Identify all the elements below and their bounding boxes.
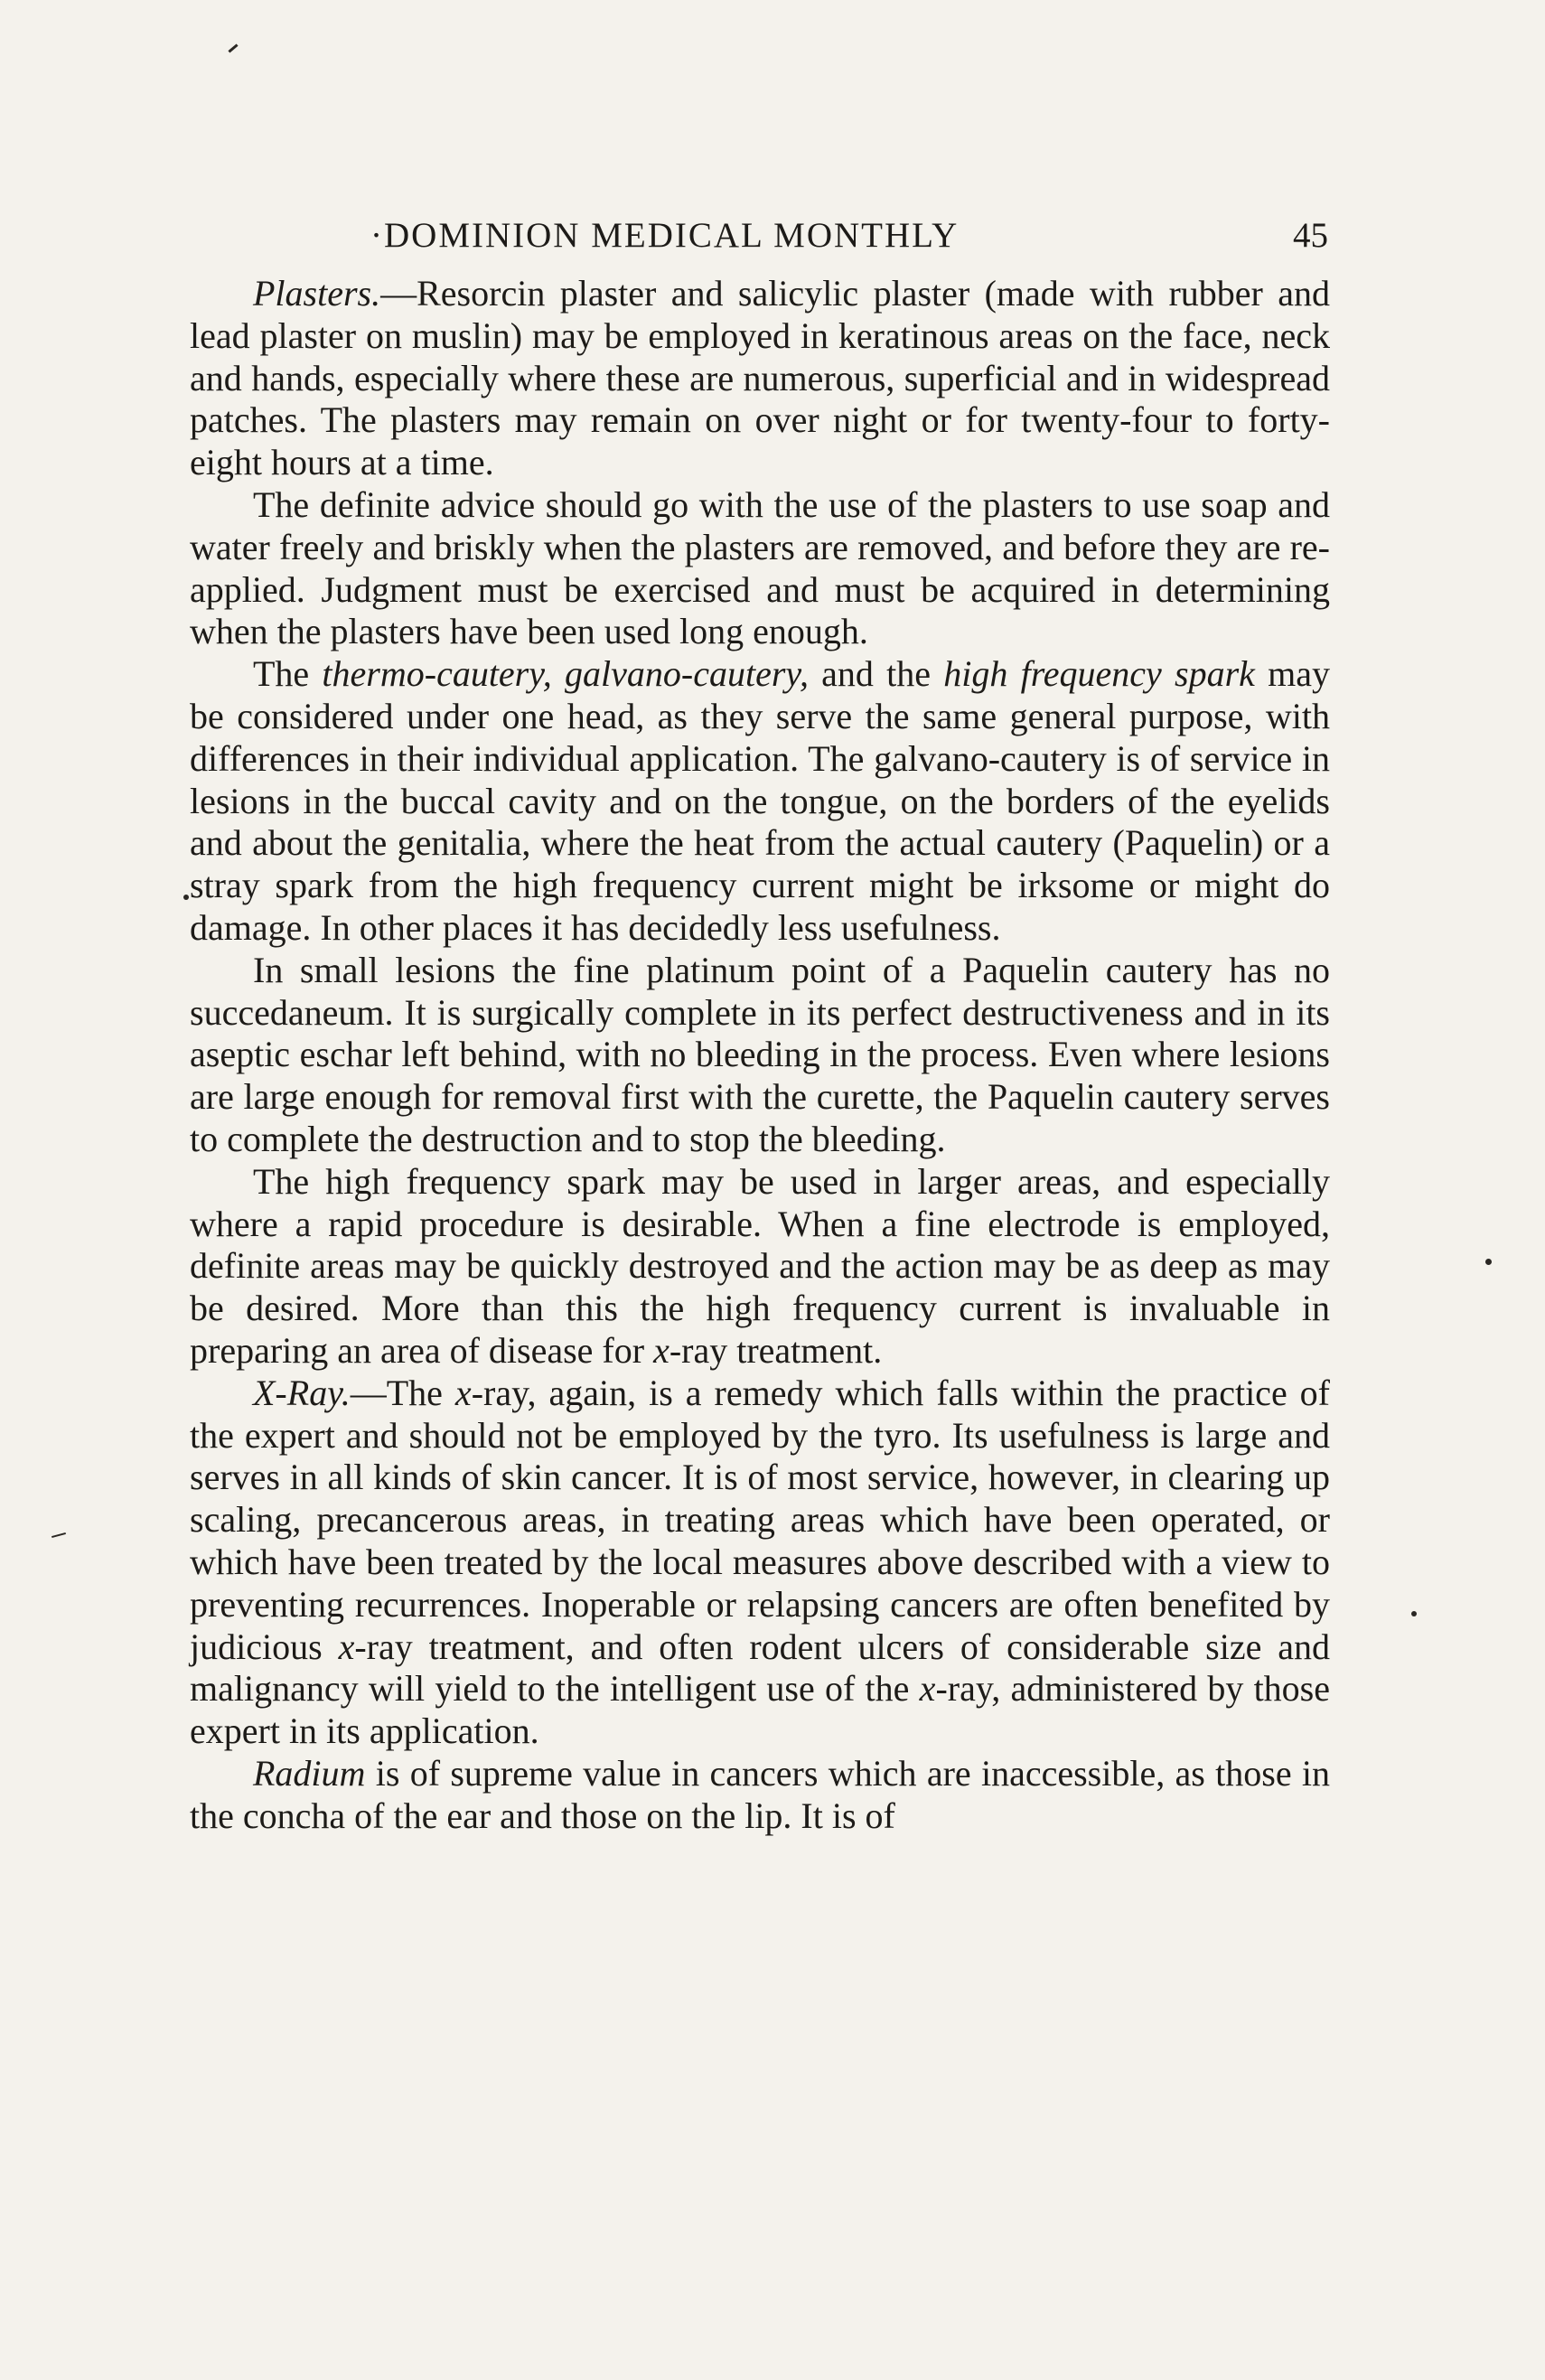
text-run: -ray treatment. — [669, 1329, 883, 1371]
italic-x: x — [338, 1626, 355, 1667]
page-header — [181, 215, 1328, 269]
paragraph-text: —Resorcin plaster and salicylic plaster (made with rubber and lead plaster on muslin) may be employed in keratinous areas on the face, neck and hands, especially where these are numerous, superficial and in widespread patches. The plasters may remain on over night or for twenty-four to forty-eight hours at a time. — [190, 273, 1330, 483]
page-number: 45 — [1293, 216, 1328, 255]
text-run: The — [253, 653, 323, 695]
text-run: may be considered under one head, as they serve the same general purpose, with differences in their individual application. The galvano-cautery is of service in lesions in the buccal cavity and on the tongue, on the borders of the eyelids and about the genitalia, where the heat from the actual cautery (Paquelin) or a stray spark from the high frequency current might be irksome or might do damage. In other places it has decidedly less usefulness. — [190, 653, 1331, 948]
italic-x: x — [653, 1329, 670, 1371]
paragraph-x-ray — [190, 1373, 1330, 1753]
italic-x: x — [454, 1372, 472, 1413]
italic-term-cautery: thermo-cautery, galvano-cautery, — [322, 653, 809, 695]
section-heading-plasters: Plasters. — [253, 273, 381, 314]
body-text — [190, 273, 1330, 1837]
ink-speck — [1485, 1259, 1492, 1265]
ink-mark — [52, 1532, 66, 1538]
ink-mark — [228, 43, 238, 52]
paragraph-high-frequency — [190, 1161, 1330, 1373]
paragraph-text: The definite advice should go with the use of the plasters to use soap and water freely and briskly when the plasters are removed, and before they are re-applied. Judgment must be exercised and must be acquired in determining when the plasters have been used long enough. — [190, 483, 1330, 652]
paragraph-plasters — [190, 273, 1330, 484]
paragraph-text: is of supreme value in cancers which are inaccessible, as those in the concha of the ear and those on the lip. It is of — [190, 1752, 1330, 1836]
ink-speck — [183, 895, 189, 900]
running-title: ·DOMINION MEDICAL MONTHLY — [370, 216, 960, 255]
paragraph-plaster-advice — [190, 484, 1330, 653]
text-run: -ray treatment, and often rodent ulcers of considerable size and malignancy will yield to the intelligent use of the — [190, 1626, 1330, 1710]
ink-speck — [1411, 1611, 1417, 1616]
paragraph-radium — [190, 1753, 1330, 1838]
italic-term-high-frequency-spark: high frequency spark — [943, 653, 1255, 695]
text-run: and the — [808, 653, 944, 695]
text-run: The high frequency spark may be used in larger areas, and especially where a rapid procedure is desirable. When a fine electrode is employed, definite areas may be quickly destroyed and the action may be as deep as may be desired. More than this the high frequency current is invaluable in preparing an area of disease for — [190, 1160, 1330, 1371]
italic-x: x — [919, 1668, 936, 1710]
text-run: -ray, again, is a remedy which falls within the practice of the expert and should not be employed by the tyro. Its usefulness is large and serves in all kinds of skin cancer. It is of most service, however, in clearing up scaling, precancerous areas, in treating areas which have been operated, or which have been treated by the local measures above described with a view to preventing recurrences. Inoperable or relapsing cancers are often benefited by judicious — [190, 1372, 1331, 1667]
section-heading-radium: Radium — [253, 1752, 366, 1794]
text-run: -ray, administered by those expert in its application. — [190, 1668, 1330, 1752]
paragraph-text: In small lesions the fine platinum point of a Paquelin cautery has no succedaneum. It is surgically complete in its perfect destructiveness and in its aseptic eschar left behind, with no bleeding in the process. Even where lesions are large enough for removal first with the curette, the Paquelin cautery serves to complete the destruction and to stop the bleeding. — [190, 949, 1330, 1159]
paragraph-small-lesions — [190, 950, 1330, 1161]
section-heading-x-ray: X-Ray. — [253, 1372, 351, 1413]
text-run: —The — [350, 1372, 455, 1413]
paragraph-cautery — [190, 653, 1330, 950]
